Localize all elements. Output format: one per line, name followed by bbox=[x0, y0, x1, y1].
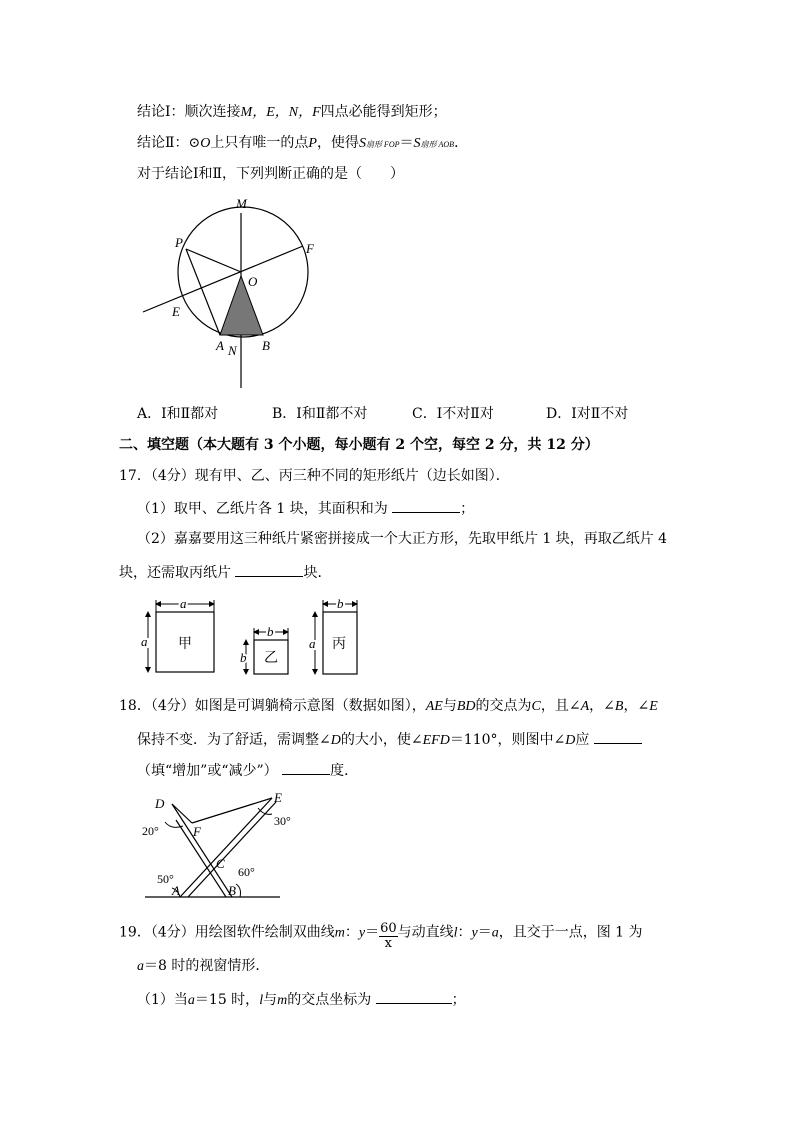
q17-part1: （1）取甲、乙纸片各 1 块，其面积和为 ； bbox=[137, 498, 474, 518]
q17-stem: 17．（4分）现有甲、乙、丙三种不同的矩形纸片（边长如图）． bbox=[119, 468, 510, 484]
q19-answer-1-blank[interactable] bbox=[376, 989, 452, 1004]
label-o: O bbox=[248, 274, 258, 289]
label-p: P bbox=[175, 235, 183, 250]
option-a[interactable]: A．Ⅰ和Ⅱ都对 bbox=[137, 406, 219, 422]
fig18-label-e: E bbox=[274, 790, 282, 805]
label-e: E bbox=[172, 304, 180, 319]
label-m: M bbox=[236, 196, 247, 211]
conclusion-1: 结论Ⅰ：顺次连接M，E，N，F四点必能得到矩形； bbox=[137, 104, 447, 120]
fig18-label-f: F bbox=[193, 824, 201, 839]
card-yi-top-label: b bbox=[267, 624, 274, 639]
q19-stem: 19．（4分）用绘图软件绘制双曲线m：y＝ $\frac{60}{x}$ 与动直线l：y＝a，且交于一点，图 1 为 bbox=[119, 921, 643, 951]
fig18-label-a: A bbox=[172, 883, 180, 898]
q18-stem: 18．（4分）如图是可调躺椅示意图（数据如图），AE与BD的交点为C，且∠A，∠B，∠E bbox=[119, 698, 658, 714]
card-bing-name: 丙 bbox=[332, 637, 346, 652]
q17-part2: （2）嘉嘉要用这三种纸片紧密拼接成一个大正方形，先取甲纸片 1 块，再取乙纸片 4 bbox=[137, 531, 668, 547]
fig18-angle-20: 20° bbox=[142, 824, 159, 838]
fraction-60-over-x: $\frac{60}{x}$ bbox=[380, 921, 397, 951]
card-bing-top-label: b bbox=[337, 596, 344, 611]
section-heading: 二、填空题（本大题有 3 个小题，每小题有 2 个空，每空 2 分，共 12 分） bbox=[119, 437, 599, 453]
card-yi-name: 乙 bbox=[264, 651, 278, 666]
card-yi-side-label: b bbox=[240, 650, 247, 665]
option-b[interactable]: B．Ⅰ和Ⅱ都不对 bbox=[272, 406, 368, 422]
q18-stem-3: （填“增加”或“减少”） 度． bbox=[137, 760, 358, 780]
fig18-label-d: D bbox=[155, 796, 165, 811]
fig18-angle-60: 60° bbox=[238, 865, 255, 879]
option-d[interactable]: D．Ⅰ对Ⅱ不对 bbox=[546, 406, 629, 422]
q17-part2-cont: 块，还需取丙纸片 块． bbox=[119, 562, 331, 582]
label-b: B bbox=[262, 338, 270, 353]
fig18-angle-50: 50° bbox=[157, 872, 174, 886]
q18-stem-2: 保持不变．为了舒适，需调整∠D的大小，使∠EFD＝110°，则图中∠D应 bbox=[137, 729, 642, 750]
card-bing-side-label: a bbox=[309, 636, 316, 651]
label-a: A bbox=[216, 338, 224, 353]
fig18-label-b: B bbox=[228, 883, 236, 898]
card-jia-top-label: a bbox=[180, 596, 187, 611]
option-c[interactable]: C．Ⅰ不对Ⅱ对 bbox=[412, 406, 494, 422]
conclusion-2: 结论Ⅱ：⊙O上只有唯一的点P，使得S扇形 FOP＝S扇形 AOB． bbox=[137, 135, 469, 151]
card-jia-side-label: a bbox=[141, 634, 148, 649]
fig18-angle-30: 30° bbox=[274, 814, 291, 828]
label-f: F bbox=[306, 241, 314, 256]
q19-part1: （1）当a＝15 时，l与m的交点坐标为 ； bbox=[137, 989, 466, 1010]
fig18-label-c: C bbox=[216, 856, 225, 871]
question-16-prompt: 对于结论Ⅰ和Ⅱ，下列判断正确的是（ ） bbox=[137, 166, 405, 182]
card-jia-name: 甲 bbox=[178, 637, 192, 652]
label-n: N bbox=[228, 343, 237, 358]
q19-stem-2: a＝8 时的视窗情形． bbox=[137, 958, 270, 974]
